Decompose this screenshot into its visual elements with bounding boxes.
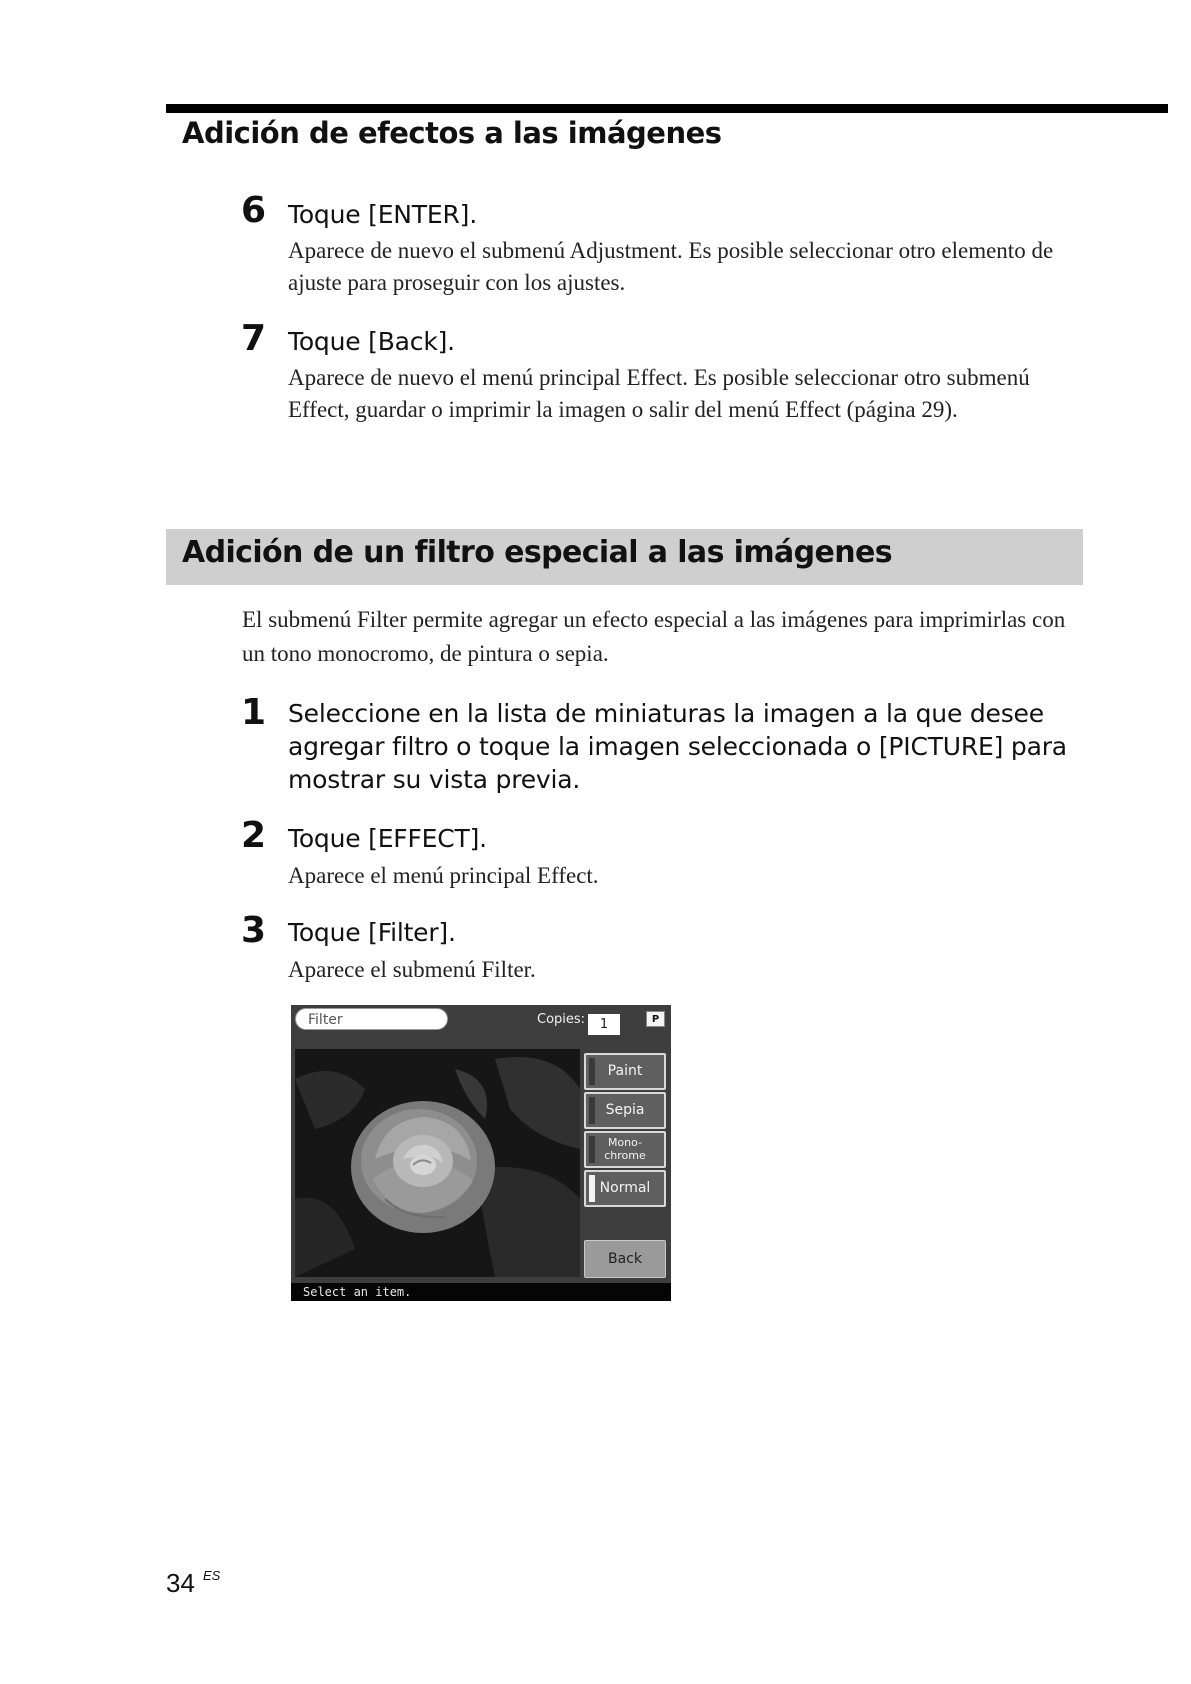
page-number: 34 xyxy=(166,1568,195,1598)
normal-label: Normal xyxy=(599,1180,651,1196)
sepia-button[interactable] xyxy=(584,1092,666,1129)
button-indicator xyxy=(589,1097,595,1124)
step-description: Aparece el menú principal Effect. xyxy=(288,863,599,888)
copies-field[interactable]: 1 xyxy=(588,1014,620,1035)
back-button[interactable]: Back xyxy=(584,1240,666,1278)
copies-label: Copies: xyxy=(537,1012,586,1027)
print-icon: P xyxy=(646,1011,665,1027)
section-title: Adición de efectos a las imágenes xyxy=(182,116,722,150)
step-heading: Toque [Back]. xyxy=(288,327,455,356)
monochrome-button[interactable] xyxy=(584,1131,666,1168)
section-rule xyxy=(166,104,1168,113)
step-number: 7 xyxy=(241,318,267,359)
step-description: Aparece el submenú Filter. xyxy=(288,957,536,982)
step-heading: Toque [EFFECT]. xyxy=(288,824,487,853)
step-number: 6 xyxy=(241,190,267,231)
monochrome-label-line1: Mono- xyxy=(607,1136,643,1149)
sepia-label: Sepia xyxy=(605,1102,645,1118)
selected-indicator xyxy=(589,1175,595,1202)
flower-photo xyxy=(295,1049,580,1277)
step-heading: Toque [ENTER]. xyxy=(288,200,477,229)
step-heading: Seleccione en la lista de miniaturas la imagen a la que desee agregar filtro o toque la imagen seleccionada o [PICTURE] para mostrar su vista previa. xyxy=(288,699,1067,794)
step-number: 1 xyxy=(241,692,267,733)
page-language: ES xyxy=(203,1568,221,1583)
normal-button[interactable] xyxy=(584,1170,666,1207)
filter-screen xyxy=(291,1005,671,1301)
paint-button[interactable] xyxy=(584,1053,666,1090)
screen-title: Filter xyxy=(295,1008,448,1030)
image-preview[interactable] xyxy=(295,1049,580,1277)
intro-paragraph: El submenú Filter permite agregar un efecto especial a las imágenes para imprimirlas con un tono monocromo, de pintura o sepia. xyxy=(242,607,1066,666)
monochrome-label-line2: chrome xyxy=(604,1149,646,1162)
status-bar: Select an item. xyxy=(291,1283,671,1301)
section-title: Adición de un filtro especial a las imágenes xyxy=(182,535,893,570)
step-number: 3 xyxy=(241,910,267,951)
button-indicator xyxy=(589,1058,595,1085)
step-description: Aparece de nuevo el menú principal Effect. Es posible seleccionar otro submenú Effect, guardar o imprimir la imagen o salir del menú Effect (página 29). xyxy=(288,365,1030,422)
paint-label: Paint xyxy=(607,1063,643,1079)
step-number: 2 xyxy=(241,815,267,856)
step-description: Aparece de nuevo el submenú Adjustment. Es posible seleccionar otro elemento de ajuste para proseguir con los ajustes. xyxy=(288,238,1054,295)
button-indicator xyxy=(589,1136,595,1163)
step-heading: Toque [Filter]. xyxy=(288,918,456,947)
